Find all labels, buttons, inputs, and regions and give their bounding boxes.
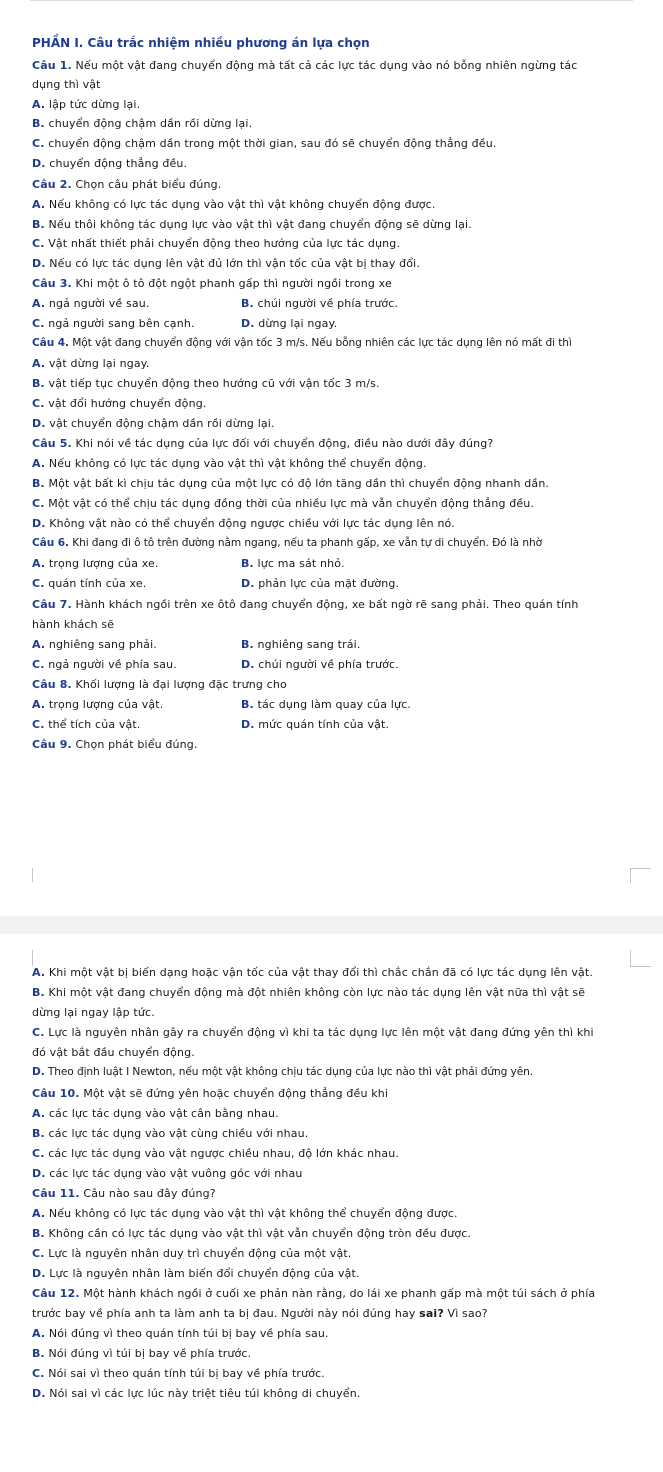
option-label: C. [32, 237, 45, 250]
question-text: Một vật đang chuyển động với vận tốc 3 m/s. Nếu bỗng nhiên các lực tác dụng lên nó mất đi thì [72, 337, 572, 349]
question-9 [32, 738, 629, 751]
option-d [32, 1167, 629, 1180]
page-2 [0, 934, 663, 1472]
question-text: trước bay về phía anh ta làm anh ta bị đau. Người này nói đúng hay [32, 1307, 420, 1320]
option-text: Nói đúng vì túi bị bay về phía trước. [48, 1347, 252, 1360]
option-text: Lực là nguyên nhân làm biến đổi chuyển động của vật. [49, 1267, 360, 1280]
option-a [32, 297, 150, 310]
option-text: Nói đúng vì theo quán tính túi bị bay về phía sau. [48, 1327, 329, 1340]
option-label: B. [32, 218, 45, 231]
question-text: Một hành khách ngồi ở cuối xe phản nàn rằng, do lái xe phanh gấp mà một túi sách ở phía [83, 1287, 596, 1300]
option-row [32, 638, 629, 651]
option-label: C. [32, 497, 45, 510]
option-text: Nói sai vì theo quán tính túi bị bay về phía trước. [48, 1367, 325, 1380]
option-c [32, 317, 195, 330]
option-a [32, 357, 629, 370]
option-label: D. [32, 257, 46, 270]
option-label: C. [32, 1247, 45, 1260]
option-a [32, 557, 159, 570]
question-text: Khối lượng là đại lượng đặc trưng cho [75, 678, 287, 691]
option-text: Không cần có lực tác dụng vào vật thì vật vẫn chuyển động tròn đều được. [48, 1227, 472, 1240]
question-text: Câu nào sau đây đúng? [83, 1187, 216, 1200]
page-corner-mark [630, 868, 651, 883]
option-text: tác dụng làm quay của lực. [257, 698, 411, 711]
option-a [32, 198, 629, 211]
question-text: Khi nói về tác dụng của lực đối với chuyển động, điều nào dưới đây đúng? [75, 437, 494, 450]
option-row [32, 577, 629, 590]
option-text: Không vật nào có thể chuyển động ngược chiều với lực tác dụng lên nó. [49, 517, 455, 530]
question-10 [32, 1087, 629, 1100]
option-c [32, 658, 177, 671]
option-c [32, 497, 629, 510]
option-label: C. [32, 137, 45, 150]
question-text: Khi đang đi ô tô trên đường nằm ngang, nếu ta phanh gấp, xe vẫn tự di chuyển. Đó là nhờ [72, 537, 542, 549]
option-label: C. [32, 658, 45, 671]
question-2 [32, 178, 629, 191]
option-text: Khi một vật đang chuyển động mà đột nhiên không còn lực nào tác dụng lên vật nữa thì vật sẽ [48, 986, 586, 999]
option-d [241, 577, 399, 590]
option-c [32, 237, 629, 250]
option-b [241, 297, 398, 310]
option-a [32, 698, 163, 711]
option-text: dừng lại ngay. [258, 317, 338, 330]
option-row [32, 297, 629, 310]
question-6 [32, 537, 629, 549]
question-number: Câu 5. [32, 437, 72, 450]
option-label: A. [32, 98, 46, 111]
option-text: vật dừng lại ngay. [48, 357, 150, 370]
option-d [32, 1066, 629, 1078]
option-text: Một vật bất kì chịu tác dụng của một lực có độ lớn tăng dần thì chuyển động nhanh dần. [48, 477, 550, 490]
question-5 [32, 437, 629, 450]
question-number: Câu 4. [32, 337, 69, 349]
option-label: D. [32, 417, 46, 430]
option-c [32, 1026, 629, 1039]
option-a [32, 1327, 629, 1340]
option-c [32, 1247, 629, 1260]
question-number: Câu 11. [32, 1187, 80, 1200]
option-label: C. [32, 1147, 45, 1160]
option-a [32, 638, 157, 651]
option-a [32, 1207, 629, 1220]
option-text: quán tính của xe. [48, 577, 147, 590]
question-text: Chọn phát biểu đúng. [75, 738, 198, 751]
option-label: A. [32, 1327, 46, 1340]
option-text: chuyển động thẳng đều. [49, 157, 188, 170]
option-d [241, 718, 389, 731]
option-c [32, 1367, 629, 1380]
question-11 [32, 1187, 629, 1200]
option-b [241, 638, 360, 651]
option-b [32, 1127, 629, 1140]
option-text: Lực là nguyên nhân gây ra chuyển động vì khi ta tác dụng lực lên một vật đang đứng yên thì khi [48, 1026, 594, 1039]
option-text: ngả người sang bên cạnh. [48, 317, 195, 330]
question-number: Câu 8. [32, 678, 72, 691]
option-text: Nếu thôi không tác dụng lực vào vật thì vật đang chuyển động sẽ dừng lại. [48, 218, 472, 231]
question-text: Vì sao? [443, 1307, 488, 1320]
question-number: Câu 10. [32, 1087, 80, 1100]
option-label: A. [32, 966, 46, 979]
option-b [32, 477, 629, 490]
option-c [32, 577, 146, 590]
option-row [32, 658, 629, 671]
question-text: Nếu một vật đang chuyển động mà tất cả các lực tác dụng vào nó bỗng nhiên ngừng tác [75, 59, 578, 72]
option-b [241, 698, 411, 711]
question-12 [32, 1287, 629, 1300]
option-text: vật chuyển động chậm dần rồi dừng lại. [49, 417, 275, 430]
option-text: nghiêng sang trái. [257, 638, 361, 651]
option-a [32, 457, 629, 470]
question-emphasis: sai? [419, 1307, 444, 1320]
option-label: C. [32, 1026, 45, 1039]
option-text: các lực tác dụng vào vật vuông góc với nhau [49, 1167, 303, 1180]
option-label: B. [32, 986, 45, 999]
option-label: D. [241, 718, 255, 731]
option-label: D. [32, 1267, 46, 1280]
option-text: Một vật có thể chịu tác dụng đồng thời của nhiều lực mà vẫn chuyển động thẳng đều. [48, 497, 535, 510]
option-c [32, 718, 141, 731]
option-text: các lực tác dụng vào vật cùng chiều với nhau. [48, 1127, 309, 1140]
option-label: A. [32, 357, 46, 370]
option-text: ngả người về phía sau. [48, 658, 177, 671]
option-label: A. [32, 557, 46, 570]
option-label: A. [32, 698, 46, 711]
option-text: phản lực của mặt đường. [258, 577, 400, 590]
option-label: A. [32, 198, 46, 211]
option-text: Lực là nguyên nhân duy trì chuyển động của một vật. [48, 1247, 352, 1260]
option-a [32, 98, 629, 111]
option-c [32, 137, 629, 150]
option-label: B. [241, 638, 254, 651]
question-1 [32, 59, 629, 72]
option-d [241, 658, 399, 671]
option-label: C. [32, 1367, 45, 1380]
option-label: B. [32, 1227, 45, 1240]
question-text: Chọn câu phát biểu đúng. [75, 178, 222, 191]
option-row [32, 698, 629, 711]
question-number: Câu 3. [32, 277, 72, 290]
question-8 [32, 678, 629, 691]
question-number: Câu 6. [32, 537, 69, 549]
option-label: D. [241, 577, 255, 590]
option-label: B. [32, 1347, 45, 1360]
option-label: B. [32, 477, 45, 490]
option-label: B. [241, 297, 254, 310]
option-text: trọng lượng của xe. [48, 557, 159, 570]
option-text: các lực tác dụng vào vật ngược chiều nhau, độ lớn khác nhau. [48, 1147, 400, 1160]
option-label: D. [241, 658, 255, 671]
option-text: Vật nhất thiết phải chuyển động theo hướng của lực tác dụng. [48, 237, 401, 250]
option-text: mức quán tính của vật. [258, 718, 390, 731]
option-label: B. [32, 377, 45, 390]
option-a [32, 1107, 629, 1120]
question-4 [32, 337, 629, 349]
question-7-cont: hành khách sẽ [32, 618, 115, 631]
option-label: D. [32, 1387, 46, 1400]
option-text: Theo định luật I Newton, nếu một vật không chịu tác dụng của lực nào thì vật phải đứng yên. [47, 1066, 533, 1078]
option-d [32, 257, 629, 270]
question-text: Một vật sẽ đứng yên hoặc chuyển động thẳng đều khi [83, 1087, 389, 1100]
option-b [32, 1227, 629, 1240]
option-b [32, 377, 629, 390]
question-text: Khi một ô tô đột ngột phanh gấp thì người ngồi trong xe [75, 277, 392, 290]
option-text: chuyển động chậm dần rồi dừng lại. [48, 117, 253, 130]
option-text: lực ma sát nhỏ. [257, 557, 345, 570]
option-label: D. [32, 517, 46, 530]
question-number: Câu 1. [32, 59, 72, 72]
option-text: Nếu không có lực tác dụng vào vật thì vật không chuyển động được. [48, 198, 436, 211]
option-text: ngả người về sau. [48, 297, 150, 310]
option-a [32, 966, 629, 979]
question-3 [32, 277, 629, 290]
page-corner-mark [32, 868, 53, 882]
option-label: C. [32, 397, 45, 410]
option-text: nghiêng sang phải. [48, 638, 157, 651]
option-d [241, 317, 337, 330]
question-number: Câu 2. [32, 178, 72, 191]
option-b [32, 218, 629, 231]
option-d [32, 417, 629, 430]
option-label: D. [32, 1066, 45, 1078]
option-row [32, 718, 629, 731]
option-label: A. [32, 638, 46, 651]
section-heading: PHẦN I. Câu trắc nhiệm nhiều phương án lựa chọn [32, 36, 370, 50]
option-label: A. [32, 457, 46, 470]
page-break-band [0, 916, 663, 934]
option-label: D. [241, 317, 255, 330]
option-text: Nếu không có lực tác dụng vào vật thì vật không thể chuyển động. [48, 457, 427, 470]
option-text: Nói sai vì các lực lúc này triệt tiêu túi không di chuyển. [49, 1387, 361, 1400]
option-d [32, 157, 629, 170]
option-b-cont: dừng lại ngay lập tức. [32, 1006, 155, 1019]
question-number: Câu 12. [32, 1287, 80, 1300]
question-7 [32, 598, 629, 611]
option-label: C. [32, 577, 45, 590]
option-c [32, 397, 629, 410]
option-b [32, 117, 629, 130]
option-d [32, 1267, 629, 1280]
option-row [32, 317, 629, 330]
option-label: B. [241, 557, 254, 570]
question-12-cont [32, 1307, 629, 1320]
option-c-cont: đó vật bắt đầu chuyển động. [32, 1046, 195, 1059]
option-label: D. [32, 1167, 46, 1180]
option-b [32, 1347, 629, 1360]
option-label: A. [32, 1207, 46, 1220]
option-text: vật đổi hướng chuyển động. [48, 397, 207, 410]
option-text: lập tức dừng lại. [48, 98, 141, 111]
option-label: C. [32, 317, 45, 330]
question-text: Hành khách ngồi trên xe ôtô đang chuyển động, xe bất ngờ rẽ sang phải. Theo quán tính [75, 598, 579, 611]
option-text: Nếu không có lực tác dụng vào vật thì vật không thể chuyển động được. [48, 1207, 458, 1220]
option-text: trọng lượng của vật. [48, 698, 164, 711]
option-text: chúi người về phía trước. [258, 658, 399, 671]
option-label: C. [32, 718, 45, 731]
option-text: chúi người về phía trước. [257, 297, 399, 310]
option-label: A. [32, 1107, 46, 1120]
option-b [32, 986, 629, 999]
option-d [32, 517, 629, 530]
question-number: Câu 7. [32, 598, 72, 611]
question-1-cont: dụng thì vật [32, 78, 101, 91]
question-number: Câu 9. [32, 738, 72, 751]
option-label: B. [32, 117, 45, 130]
option-text: Nếu có lực tác dụng lên vật đủ lớn thì vận tốc của vật bị thay đổi. [49, 257, 420, 270]
page-break [0, 868, 663, 934]
option-c [32, 1147, 629, 1160]
option-text: thể tích của vật. [48, 718, 141, 731]
option-label: B. [241, 698, 254, 711]
option-text: các lực tác dụng vào vật cân bằng nhau. [48, 1107, 279, 1120]
option-row [32, 557, 629, 570]
option-text: Khi một vật bị biến dạng hoặc vận tốc của vật thay đổi thì chắc chắn đã có lực tác dụng lên vật. [48, 966, 593, 979]
option-d [32, 1387, 629, 1400]
option-label: A. [32, 297, 46, 310]
option-label: B. [32, 1127, 45, 1140]
option-b [241, 557, 345, 570]
option-label: D. [32, 157, 46, 170]
option-text: chuyển động chậm dần trong một thời gian, sau đó sẽ chuyển động thẳng đều. [48, 137, 497, 150]
option-text: vật tiếp tục chuyển động theo hướng cũ với vận tốc 3 m/s. [48, 377, 380, 390]
